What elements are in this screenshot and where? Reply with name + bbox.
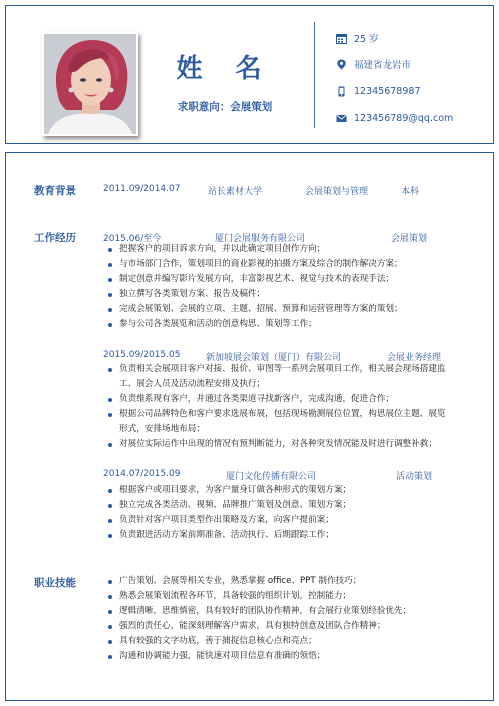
location-pin-icon — [336, 59, 347, 70]
phone-icon — [336, 86, 347, 97]
list-item: 把握客户的项目诉求方向，并以此确定项目创作方向； — [107, 242, 467, 257]
list-item: 与市场部门合作，策划项目的商业影视的拍摄方案及综合的制作解决方案； — [107, 257, 467, 272]
list-item: 逻辑清晰，思维慎密，具有较好的团队协作精神，有会展行业策划经验优先； — [107, 604, 477, 619]
email-row — [336, 111, 453, 125]
list-item: 根据公司品牌特色和客户要求选展布展，包括现场勘测展位位置，构思展位主题、展览 — [107, 407, 477, 422]
job-company: 新加坡展会策划（厦门）有限公司 — [206, 353, 342, 363]
job-intent-value: 会展策划 — [230, 101, 273, 113]
age-text: 25 岁 — [354, 34, 379, 45]
job-duties-list — [107, 362, 477, 452]
list-item: 独立撰写各类策划方案、报告及稿件； — [107, 287, 467, 302]
job-period: 2014.07/2015.09 — [103, 469, 181, 479]
calendar-icon — [336, 33, 347, 44]
job-duties-list — [107, 483, 467, 543]
list-item: 形式，安排场地布局； — [119, 424, 205, 434]
education-major: 会展策划与管理 — [305, 187, 369, 197]
job-position: 活动策划 — [396, 472, 433, 482]
list-item: 完成会展策划、会展的立项、主题、招展、预算和运营管理等方案的策划； — [107, 302, 467, 317]
candidate-name: 姓 名 — [176, 54, 274, 84]
list-item: 负责相关会展项目客户对接、报价、审图等一系列会展项目工作，相关展会现场搭建监 — [107, 362, 477, 377]
list-item: 独立完成各类活动、视频、品牌推广策划及创意、策划方案； — [107, 498, 467, 513]
email-text[interactable]: 123456789@qq.com — [354, 112, 454, 124]
job-period: 2015.06/至今 — [103, 234, 162, 244]
list-item: 根据客户或项目要求，为客户量身订做各种形式的策划方案； — [107, 483, 467, 498]
email-icon — [336, 113, 347, 124]
job-intent-label: 求职意向： — [177, 101, 231, 113]
job-intent — [160, 99, 290, 114]
phone-text[interactable]: 12345678987 — [354, 85, 421, 97]
header-divider — [314, 22, 315, 128]
list-item: 负责针对客户项目类型作出策略及方案，向客户提前案； — [107, 513, 467, 528]
list-item: 参与公司各类展览和活动的创意构思、策划等工作； — [107, 317, 467, 332]
list-item: 负责跟进活动方案前期准备、活动执行、后期跟踪工作； — [107, 528, 467, 543]
job-duties-list — [107, 242, 467, 332]
age-row — [336, 31, 379, 45]
location-text: 福建省龙岩市 — [354, 60, 412, 71]
job-company: 厦门会展服务有限公司 — [215, 234, 306, 244]
education-period: 2011.09/2014.07 — [103, 184, 181, 194]
list-item: 熟悉会展策划流程各环节，具备较强的组织计划，控制能力； — [107, 589, 477, 604]
job-position: 会展策划 — [391, 234, 428, 244]
location-row — [336, 57, 411, 71]
list-item: 沟通和协调能力强，能快速对项目信息有准确的领悟； — [107, 649, 477, 664]
profile-photo — [42, 32, 138, 136]
job-position: 会展业务经理 — [387, 353, 442, 363]
job-company: 厦门文化传播有限公司 — [226, 472, 317, 482]
section-title-skills: 职业技能 — [34, 577, 76, 589]
list-item: 具有较强的文字功底，善于捕捉信息核心点和亮点； — [107, 634, 477, 649]
list-item: 强烈的责任心，能深刻理解客户需求，具有独特创意及团队合作精神； — [107, 619, 477, 634]
list-item: 工、展会人员及活动流程安排及执行； — [119, 379, 266, 389]
education-degree: 本科 — [401, 187, 420, 197]
list-item: 对展位实际运作中出现的情况有预判断能力，对各种突发情况能及时进行调整补救； — [107, 437, 477, 452]
list-item: 制定创意并编写影片发展方向，丰富影视艺术、视觉与技术的表现手法； — [107, 272, 467, 287]
section-title-education: 教育背景 — [34, 185, 76, 197]
phone-row — [336, 84, 421, 98]
section-title-work: 工作经历 — [34, 232, 76, 244]
list-item: 负责维系现有客户，并通过各类渠道寻找新客户，完成沟通，促进合作； — [107, 392, 477, 407]
list-item: 广告策划、会展等相关专业，熟悉掌握 office、PPT 制作技巧； — [107, 574, 477, 589]
skills-list — [107, 574, 477, 664]
job-period: 2015.09/2015.05 — [103, 350, 181, 360]
education-school: 站长素材大学 — [208, 187, 263, 197]
